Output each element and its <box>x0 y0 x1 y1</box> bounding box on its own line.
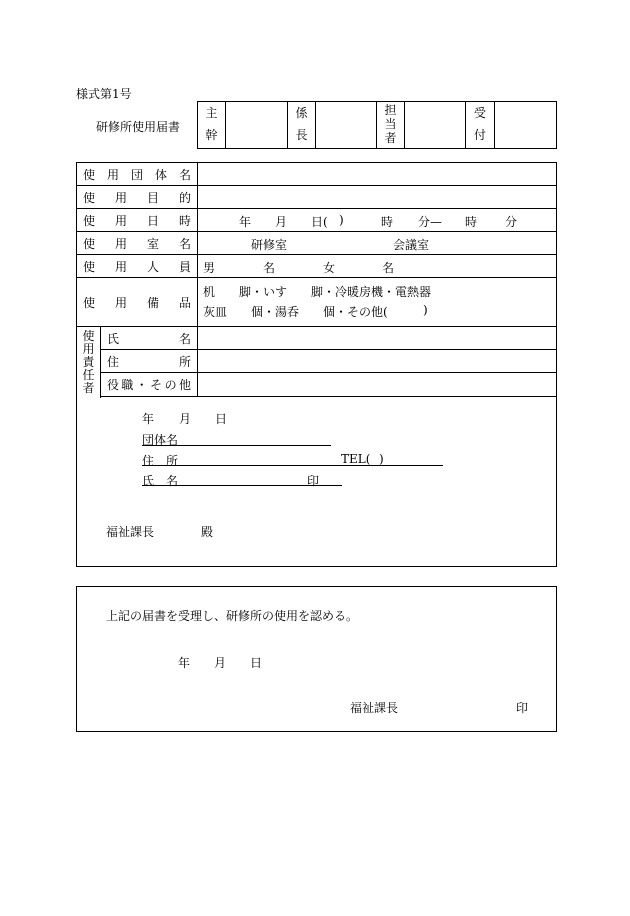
approval-signer: 福祉課長 <box>350 701 399 715</box>
unit-day: 日( <box>311 215 328 229</box>
stamp-label-char: 幹 <box>205 128 218 142</box>
label-char: 名 <box>178 167 191 182</box>
label-char: 使 <box>82 328 95 343</box>
stamp-label-char: 付 <box>473 128 486 142</box>
equip-teacup: 個・湯呑 <box>251 305 300 319</box>
female-unit: 名 <box>382 261 395 275</box>
stamp-box-section-head[interactable] <box>316 102 377 148</box>
label-char: 所 <box>178 354 191 369</box>
stamp-label-char: 当 <box>384 117 397 132</box>
female-label: 女 <box>323 261 336 275</box>
label-char: 使 <box>83 295 96 310</box>
stamp-label-chief <box>198 102 226 148</box>
equip-chair: 脚・いす <box>239 285 288 299</box>
approval-seal: 印 <box>516 701 529 715</box>
equip-desk: 机 <box>203 285 216 299</box>
label-char: 用 <box>82 341 95 356</box>
label-char: ・ <box>135 378 148 392</box>
label-char: 使 <box>83 213 96 228</box>
label-people <box>77 255 198 277</box>
label-char: 名 <box>178 331 191 346</box>
applicant-seal: 印 <box>307 474 320 488</box>
stamp-label-char: 受 <box>473 106 486 121</box>
label-char: 職 <box>121 378 134 392</box>
label-char: 室 <box>146 236 159 251</box>
approval-day: 日 <box>250 656 263 670</box>
stamp-label-staff <box>377 102 405 148</box>
applicant-group-label: 団体名 <box>142 433 179 447</box>
male-label: 男 <box>203 261 216 275</box>
row-group-name <box>77 163 556 186</box>
label-equipment <box>77 278 198 326</box>
approval-box <box>76 586 557 732</box>
field-datetime[interactable] <box>198 209 556 231</box>
field-people[interactable] <box>198 255 556 277</box>
unit-year: 年 <box>239 215 252 229</box>
label-char: 役 <box>107 378 120 392</box>
label-char: 備 <box>146 295 159 310</box>
label-char: 用 <box>114 295 127 310</box>
label-char: 目 <box>146 190 159 205</box>
applicant-day: 日 <box>215 412 228 426</box>
label-group-name <box>77 163 198 185</box>
form-number: 様式第1号 <box>76 87 132 101</box>
label-char: 用 <box>114 190 127 205</box>
stamp-box-reception[interactable] <box>495 102 556 148</box>
field-room[interactable] <box>198 232 556 254</box>
label-char: 氏 <box>107 331 120 346</box>
applicant-name-line[interactable] <box>142 485 342 486</box>
male-unit: 名 <box>263 261 276 275</box>
label-char: 任 <box>82 368 95 383</box>
applicant-tel-close: ) <box>379 452 384 466</box>
label-char: 使 <box>83 167 96 182</box>
label-char: 用 <box>114 213 127 228</box>
unit-hour-start: 時 <box>381 215 394 229</box>
approval-text: 上記の届書を受理し、研修所の使用を認める。 <box>106 609 359 623</box>
label-char: 日 <box>146 213 159 228</box>
label-char: 体 <box>154 167 167 182</box>
room-option-meeting[interactable]: 会議室 <box>393 238 430 252</box>
unit-month: 月 <box>275 215 288 229</box>
equip-other: 個・その他( <box>323 305 388 319</box>
stamp-label-section-head <box>288 102 316 148</box>
applicant-address-label: 住 所 <box>142 454 179 468</box>
row-people <box>77 255 556 278</box>
label-responsible-person <box>77 327 101 398</box>
stamp-box-chief[interactable] <box>226 102 288 148</box>
label-char: 使 <box>83 259 96 274</box>
applicant-group-line[interactable] <box>142 445 331 446</box>
label-responsible-name <box>101 327 198 349</box>
field-group-name[interactable] <box>198 163 556 185</box>
applicant-month: 月 <box>179 412 192 426</box>
label-char: 員 <box>178 259 191 274</box>
applicant-tel-label: TEL( <box>341 452 371 466</box>
field-responsible-position[interactable] <box>198 373 556 397</box>
label-char: の <box>164 378 177 392</box>
field-purpose[interactable] <box>198 186 556 208</box>
row-purpose <box>77 186 556 209</box>
field-responsible-address[interactable] <box>198 350 556 373</box>
applicant-name-label: 氏 名 <box>142 474 179 488</box>
label-char: 的 <box>178 190 191 205</box>
paren-close: ) <box>339 213 344 227</box>
applicant-address-line[interactable] <box>142 465 443 466</box>
equip-heater: 脚・冷暖房機・電熱器 <box>311 285 432 299</box>
label-char: 他 <box>178 378 191 392</box>
label-char: 人 <box>146 259 159 274</box>
row-datetime <box>77 209 556 232</box>
stamp-label-char: 長 <box>295 128 308 142</box>
label-room <box>77 232 198 254</box>
label-char: 品 <box>178 295 191 310</box>
application-form-table <box>76 162 557 567</box>
unit-minute-start: 分— <box>418 215 443 229</box>
label-char: 用 <box>106 167 119 182</box>
label-char: 用 <box>114 259 127 274</box>
equip-other-close: ) <box>423 303 428 317</box>
label-datetime <box>77 209 198 231</box>
equip-ashtray: 灰皿 <box>203 305 228 319</box>
stamp-label-char: 主 <box>205 106 218 121</box>
label-char: 使 <box>83 236 96 251</box>
stamp-label-char: 者 <box>384 130 397 145</box>
stamp-label-reception <box>466 102 495 148</box>
approval-month: 月 <box>214 656 227 670</box>
row-room <box>77 232 556 255</box>
room-option-training[interactable]: 研修室 <box>251 238 288 252</box>
label-char: 名 <box>178 236 191 251</box>
applicant-year: 年 <box>142 412 155 426</box>
label-char: 使 <box>83 190 96 205</box>
label-char: 責 <box>82 354 95 369</box>
stamp-label-char: 係 <box>295 106 308 121</box>
row-equipment <box>77 278 556 327</box>
approval-year: 年 <box>178 656 191 670</box>
label-char: 用 <box>114 236 127 251</box>
field-responsible-name[interactable] <box>198 327 556 350</box>
label-char: 時 <box>178 213 191 228</box>
label-purpose <box>77 186 198 208</box>
stamp-box-staff[interactable] <box>405 102 466 148</box>
unit-hour-end: 時 <box>465 215 478 229</box>
addressee-honorific: 殿 <box>201 525 214 539</box>
approval-stamp-boxes <box>197 101 557 149</box>
label-char: 団 <box>130 167 143 182</box>
label-char: そ <box>150 378 163 392</box>
stamp-label-char: 担 <box>384 103 397 118</box>
document-title: 研修所使用届書 <box>96 120 181 134</box>
unit-minute-end: 分 <box>505 215 518 229</box>
label-responsible-address <box>101 350 198 372</box>
label-responsible-position <box>101 373 198 396</box>
label-char: 住 <box>107 354 120 369</box>
field-equipment[interactable] <box>198 278 556 326</box>
label-char: 者 <box>82 381 95 396</box>
addressee: 福祉課長 <box>106 525 155 539</box>
